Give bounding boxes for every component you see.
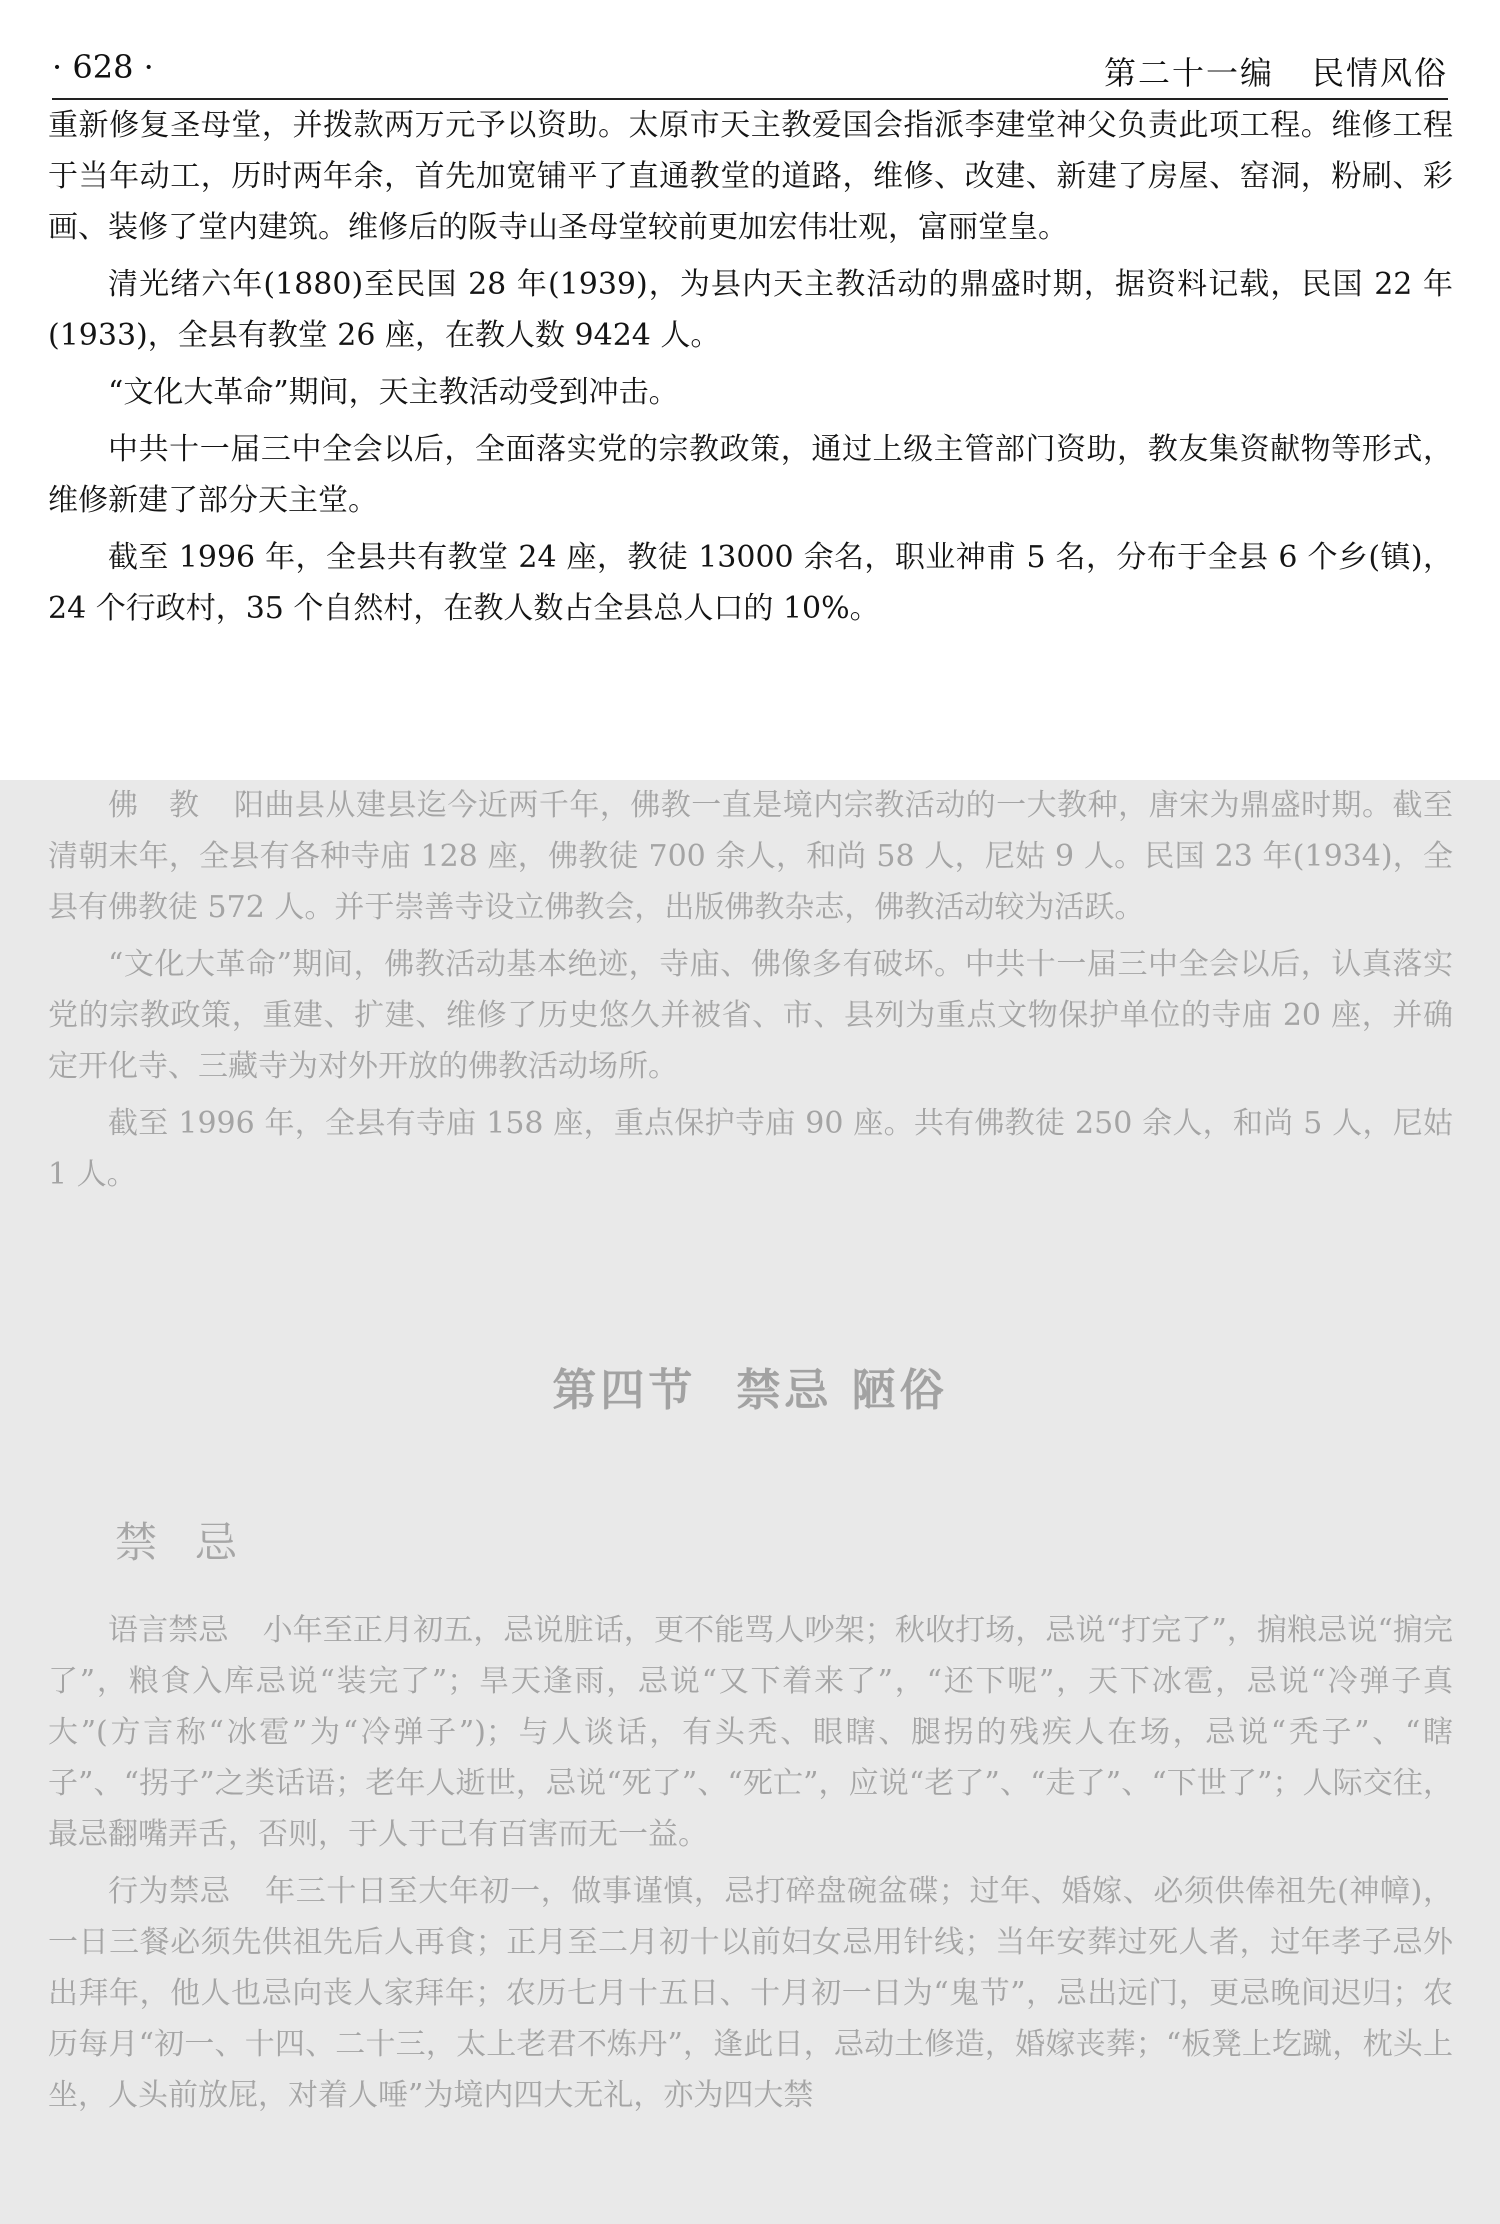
page-header — [52, 42, 1448, 100]
section-title: 第四节 禁忌 陋俗 — [552, 1365, 948, 1416]
lower-shaded-region — [0, 780, 1500, 2224]
catholic-paragraph-3: “文化大革命”期间，天主教活动受到冲击。 — [108, 375, 679, 410]
catholic-paragraph-2: 清光绪六年(1880)至民国 28 年(1939)，为县内天主教活动的鼎盛时期，据资料记载，民国 22 年(1933)，全县有教堂 26 座，在教人数 9424 人。 — [48, 267, 1453, 353]
buddhism-paragraph-3: 截至 1996 年，全县有寺庙 158 座，重点保护寺庙 90 座。共有佛教徒 250 余人，和尚 5 人，尼姑 1 人。 — [48, 1106, 1453, 1192]
catholic-paragraph-1: 重新修复圣母堂，并拨款两万元予以资助。太原市天主教爱国会指派李建堂神父负责此项工程。维修工程于当年动工，历时两年余，首先加宽铺平了直通教堂的道路，维修、改建、新建了房屋、窑洞，粉刷、彩画、装修了堂内建筑。维修后的阪寺山圣母堂较前更加宏伟壮观，富丽堂皇。 — [48, 108, 1453, 245]
buddhism-paragraph-1: 佛 教 阳曲县从建县迄今近两千年，佛教一直是境内宗教活动的一大教种，唐宋为鼎盛时期。截至清朝末年，全县有各种寺庙 128 座，佛教徒 700 余人，和尚 58 人，尼姑 9 人。民国 23 年(1934)，全县有佛教徒 572 人。并于崇善寺设立佛教会，出版佛教杂志，佛教活动较为活跃。 — [48, 788, 1454, 925]
buddhism-paragraph-2: “文化大革命”期间，佛教活动基本绝迹，寺庙、佛像多有破坏。中共十一届三中全会以后，认真落实党的宗教政策，重建、扩建、维修了历史悠久并被省、市、县列为重点文物保护单位的寺庙 20 座，并确定开化寺、三藏寺为对外开放的佛教活动场所。 — [48, 947, 1453, 1084]
page-number: · 628 · — [52, 48, 154, 86]
speech-taboo-paragraph: 语言禁忌 小年至正月初五，忌说脏话，更不能骂人吵架；秋收打场，忌说“打完了”，掮粮忌说“掮完了”，粮食入库忌说“装完了”；旱天逢雨，忌说“又下着来了”，“还下呢”，天下冰雹，忌说“冷弹子真大”(方言称“冰雹”为“冷弹子”)；与人谈话，有头秃、眼瞎、腿拐的残疾人在场，忌说“秃子”、“瞎子”、“拐子”之类话语；老年人逝世，忌说“死了”、“死亡”，应说“老了”、“走了”、“下世了”；人际交往，最忌翻嘴弄舌，否则，于人于己有百害而无一益。 — [48, 1613, 1454, 1852]
catholic-paragraph-5: 截至 1996 年，全县共有教堂 24 座，教徒 13000 余名，职业神甫 5 名，分布于全县 6 个乡(镇)，24 个行政村，35 个自然村，在教人数占全县总人口的 10%。 — [48, 540, 1453, 626]
speech-taboo-lead: 语言禁忌 — [108, 1613, 229, 1648]
behavior-taboo-lead: 行为禁忌 — [108, 1874, 231, 1909]
chapter-heading — [1104, 48, 1448, 94]
buddhism-lead: 佛 教 — [108, 788, 200, 823]
taboo-heading: 禁忌 — [115, 1518, 276, 1567]
catholic-section — [0, 100, 1500, 780]
chapter-number: 第二十一编 — [1103, 54, 1274, 92]
behavior-taboo-paragraph: 行为禁忌 年三十日至大年初一，做事谨慎，忌打碎盘碗盆碟；过年、婚嫁、必须供俸祖先(神幛)，一日三餐必须先供祖先后人再食；正月至二月初十以前妇女忌用针线；当年安葬过死人者，过年孝子忌外出拜年，他人也忌向丧人家拜年；农历七月十五日、十月初一日为“鬼节”，忌出远门，更忌晚间迟归；农历每月“初一、十四、二十三，太上老君不炼丹”，逢此日，忌动土修造，婚嫁丧葬；“板凳上圪蹴，枕头上坐，人头前放屁，对着人唾”为境内四大无礼，亦为四大禁 — [48, 1874, 1453, 2113]
chapter-name: 民情风俗 — [1311, 54, 1448, 92]
catholic-paragraph-4: 中共十一届三中全会以后，全面落实党的宗教政策，通过上级主管部门资助，教友集资献物等形式，维修新建了部分天主堂。 — [48, 432, 1453, 518]
